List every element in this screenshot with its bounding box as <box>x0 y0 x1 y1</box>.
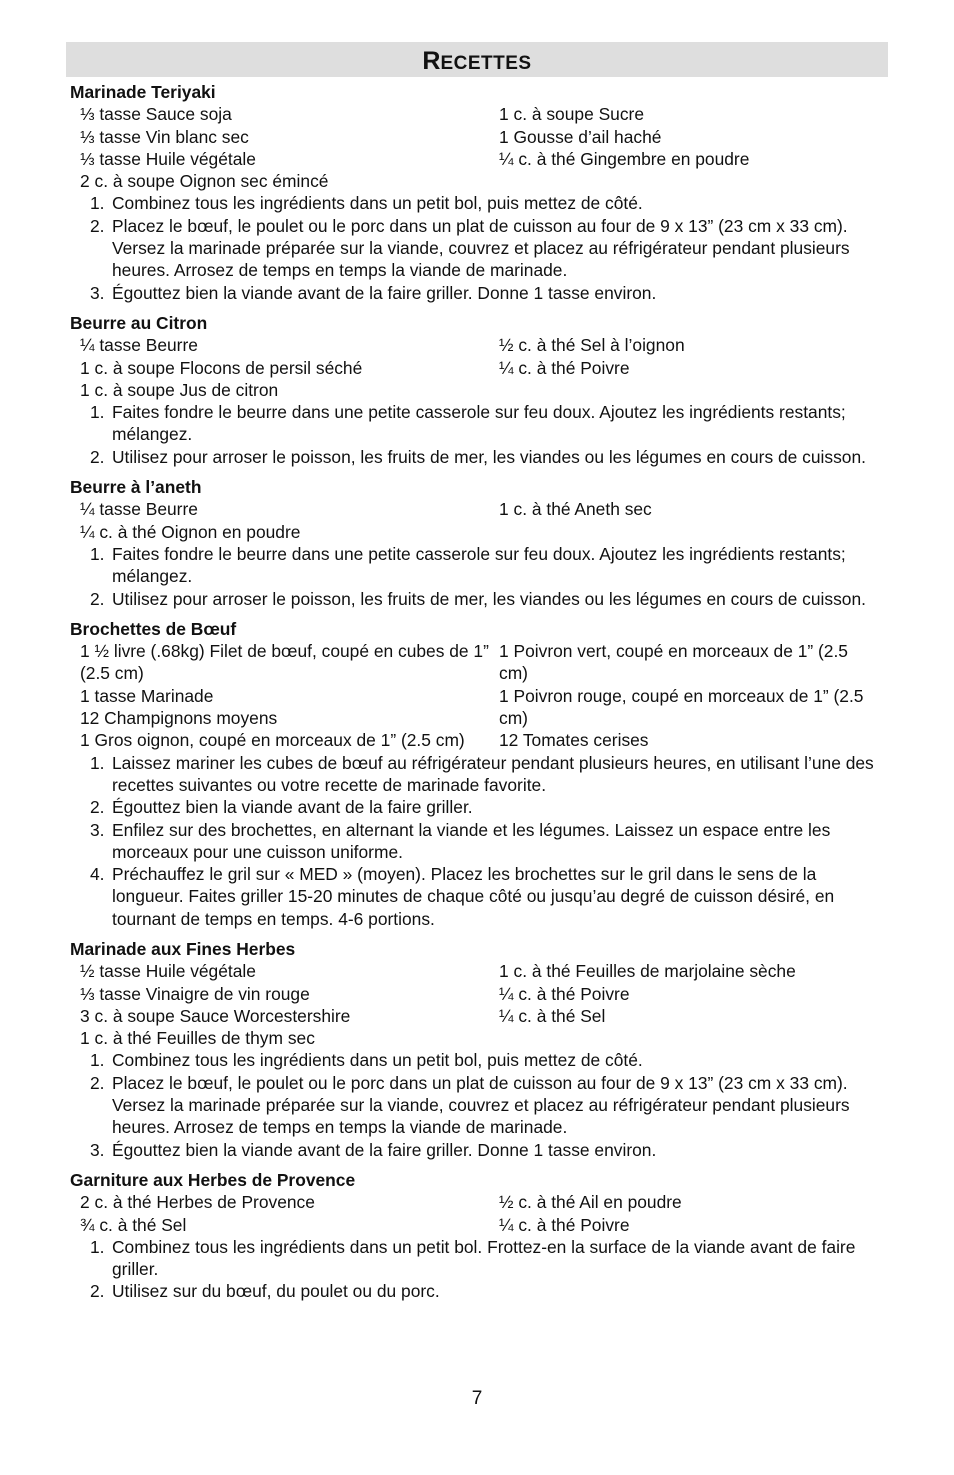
step-item <box>66 1280 888 1302</box>
recipe-title: Garniture aux Herbes de Provence <box>70 1169 356 1190</box>
recipes-page <box>66 42 888 1311</box>
section-header <box>66 42 888 77</box>
ingredient-columns <box>66 103 888 170</box>
ingredient-column-left <box>80 1191 499 1236</box>
step-number: 1. <box>90 402 105 423</box>
ingredient-item: 1 Gousse d’ail haché <box>499 126 662 147</box>
ingredient-item: ½ tasse Huile végétale <box>80 961 256 982</box>
step-list <box>66 1049 888 1160</box>
ingredient-columns <box>66 640 888 751</box>
ingredient-item: ½ c. à thé Ail en poudre <box>499 1192 682 1213</box>
recipe-block <box>66 312 888 468</box>
ingredient-item: 12 Tomates cerises <box>499 730 649 751</box>
ingredient-item: ⅓ tasse Huile végétale <box>80 148 256 169</box>
ingredient-columns <box>66 1191 888 1236</box>
step-text: Faites fondre le beurre dans une petite casserole sur feu doux. Ajoutez les ingrédients restants; mélangez. <box>112 543 846 587</box>
recipe-list <box>66 81 888 1303</box>
ingredient-item: 1 tasse Marinade <box>80 685 214 706</box>
ingredient-item: ¼ c. à thé Oignon en poudre <box>80 521 301 542</box>
step-list <box>66 543 888 610</box>
recipe-title: Marinade Teriyaki <box>70 82 216 102</box>
step-number: 2. <box>90 797 105 818</box>
ingredient-item: ¼ tasse Beurre <box>80 499 198 520</box>
header-title-rest: ECETTES <box>440 53 532 74</box>
step-item <box>66 543 888 588</box>
ingredient-item: 1 Gros oignon, coupé en morceaux de 1” (2.5 cm) <box>80 730 465 751</box>
step-number: 2. <box>90 215 105 236</box>
ingredient-item: 2 c. à thé Herbes de Provence <box>80 1192 315 1213</box>
step-number: 2. <box>90 1281 105 1302</box>
ingredient-item: 1 c. à soupe Sucre <box>499 104 645 125</box>
step-number: 3. <box>90 819 105 840</box>
ingredient-item: 1 ½ livre (.68kg) Filet de bœuf, coupé en cubes de 1” (2.5 cm) <box>80 641 489 684</box>
step-item <box>66 863 888 930</box>
step-number: 1. <box>90 193 105 214</box>
step-text: Enfilez sur des brochettes, en alternant la viande et les légumes. Laissez un espace entre les morceaux pour une cuisson uniforme. <box>112 819 831 862</box>
recipe-block <box>66 476 888 610</box>
ingredient-column-left <box>80 498 499 520</box>
ingredient-item: 12 Champignons moyens <box>80 708 278 729</box>
step-item <box>66 752 888 797</box>
ingredient-item: ¼ c. à thé Poivre <box>499 357 630 378</box>
step-item <box>66 1236 888 1281</box>
step-text: Égouttez bien la viande avant de la faire griller. <box>112 797 473 818</box>
step-item <box>66 215 888 282</box>
step-item <box>66 401 888 446</box>
ingredient-column-right <box>499 334 879 379</box>
header-title-initial: R <box>422 47 441 75</box>
step-text: Laissez mariner les cubes de bœuf au réfrigérateur pendant plusieurs heures, en utilisant l’une des recettes suivantes ou votre recette de marinade favorite. <box>112 752 874 795</box>
recipe-title: Beurre au Citron <box>70 312 208 333</box>
step-item <box>66 819 888 864</box>
step-item <box>66 192 888 214</box>
step-text: Combinez tous les ingrédients dans un petit bol, puis mettez de côté. <box>112 193 643 214</box>
ingredient-column-right <box>499 640 879 751</box>
step-item <box>66 282 888 304</box>
ingredient-column-right <box>499 103 879 170</box>
ingredient-columns <box>66 960 888 1027</box>
step-item <box>66 796 888 818</box>
step-number: 1. <box>90 543 105 564</box>
ingredient-item: ⅓ tasse Sauce soja <box>80 104 232 125</box>
step-text: Combinez tous les ingrédients dans un petit bol. Frottez-en la surface de la viande avant de faire griller. <box>112 1236 856 1280</box>
step-text: Placez le bœuf, le poulet ou le porc dans un plat de cuisson au four de 9 x 13” (23 cm x 33 cm). Versez la marinade préparée sur la viande, couvrez et placez au réfrigérateur pendant plusieurs heures. Arrosez de temps en temps la viande de marinade. <box>112 1072 850 1138</box>
ingredient-item: 1 c. à soupe Jus de citron <box>80 379 279 400</box>
step-list <box>66 192 888 303</box>
step-text: Utilisez sur du bœuf, du poulet ou du porc. <box>112 1281 440 1302</box>
ingredient-columns <box>66 498 888 520</box>
step-text: Placez le bœuf, le poulet ou le porc dans un plat de cuisson au four de 9 x 13” (23 cm x 33 cm). Versez la marinade préparée sur la viande, couvrez et placez au réfrigérateur pendant plusieurs heures. Arrosez de temps en temps la viande de marinade. <box>112 215 850 281</box>
step-list <box>66 1236 888 1303</box>
recipe-block <box>66 618 888 930</box>
ingredient-column-left <box>80 640 499 751</box>
ingredient-item: ¼ tasse Beurre <box>80 335 198 356</box>
ingredient-item: 1 c. à thé Aneth sec <box>499 499 652 520</box>
step-text: Utilisez pour arroser le poisson, les fruits de mer, les viandes ou les légumes en cours de cuisson. <box>112 588 866 609</box>
step-text: Utilisez pour arroser le poisson, les fruits de mer, les viandes ou les légumes en cours de cuisson. <box>112 446 866 467</box>
ingredient-column-left <box>80 334 499 379</box>
recipe-title: Brochettes de Bœuf <box>70 618 237 639</box>
ingredient-item: 1 Poivron vert, coupé en morceaux de 1” (2.5 cm) <box>499 641 848 684</box>
ingredient-item: ¼ c. à thé Gingembre en poudre <box>499 148 750 169</box>
recipe-block <box>66 938 888 1161</box>
ingredient-column-right <box>499 960 879 1027</box>
step-number: 1. <box>90 752 105 773</box>
ingredient-column-right <box>499 498 879 520</box>
recipe-title: Marinade aux Fines Herbes <box>70 938 296 959</box>
step-number: 1. <box>90 1050 105 1071</box>
ingredient-columns <box>66 334 888 379</box>
step-item <box>66 1072 888 1139</box>
ingredient-item: 1 c. à thé Feuilles de thym sec <box>80 1028 315 1049</box>
ingredient-item: ⅓ tasse Vin blanc sec <box>80 126 249 147</box>
ingredient-item: ¼ c. à thé Poivre <box>499 983 630 1004</box>
ingredient-item: 3 c. à soupe Sauce Worcestershire <box>80 1005 351 1026</box>
step-item <box>66 446 888 468</box>
ingredient-item: 1 Poivron rouge, coupé en morceaux de 1” (2.5 cm) <box>499 685 864 729</box>
step-number: 3. <box>90 282 105 303</box>
ingredient-item: ¼ c. à thé Poivre <box>499 1214 630 1235</box>
step-text: Combinez tous les ingrédients dans un petit bol, puis mettez de côté. <box>112 1050 643 1071</box>
step-number: 2. <box>90 446 105 467</box>
step-text: Faites fondre le beurre dans une petite casserole sur feu doux. Ajoutez les ingrédients restants; mélangez. <box>112 402 846 445</box>
step-list <box>66 401 888 468</box>
ingredient-item: ¾ c. à thé Sel <box>80 1214 187 1235</box>
step-item <box>66 1139 888 1161</box>
step-list <box>66 752 888 930</box>
recipe-block <box>66 1169 888 1303</box>
step-number: 2. <box>90 1072 105 1093</box>
ingredient-item: 2 c. à soupe Oignon sec émincé <box>80 171 329 192</box>
ingredient-column-left <box>80 103 499 170</box>
step-text: Égouttez bien la viande avant de la faire griller. Donne 1 tasse environ. <box>112 282 657 303</box>
ingredient-item: 1 c. à soupe Flocons de persil séché <box>80 357 363 378</box>
step-number: 4. <box>90 864 105 885</box>
recipe-block <box>66 81 888 304</box>
page-number: 7 <box>471 1388 483 1409</box>
ingredient-item: ½ c. à thé Sel à l’oignon <box>499 335 685 356</box>
step-number: 2. <box>90 588 105 609</box>
recipe-title: Beurre à l’aneth <box>70 477 202 498</box>
step-number: 3. <box>90 1139 105 1160</box>
ingredient-item: ¼ c. à thé Sel <box>499 1005 606 1026</box>
step-item <box>66 588 888 610</box>
step-text: Préchauffez le gril sur « MED » (moyen). Placez les brochettes sur le gril dans le sens de la longueur. Faites griller 15-20 minutes de chaque côté ou jusqu’au degré de cuisson désiré, en tournant de temps en temps. 4-6 portions. <box>112 864 835 929</box>
ingredient-item: 1 c. à thé Feuilles de marjolaine sèche <box>499 961 796 982</box>
step-text: Égouttez bien la viande avant de la faire griller. Donne 1 tasse environ. <box>112 1139 657 1160</box>
step-number: 1. <box>90 1236 105 1257</box>
step-item <box>66 1049 888 1071</box>
ingredient-column-left <box>80 960 499 1027</box>
ingredient-item: ⅓ tasse Vinaigre de vin rouge <box>80 983 310 1004</box>
ingredient-column-right <box>499 1191 879 1236</box>
